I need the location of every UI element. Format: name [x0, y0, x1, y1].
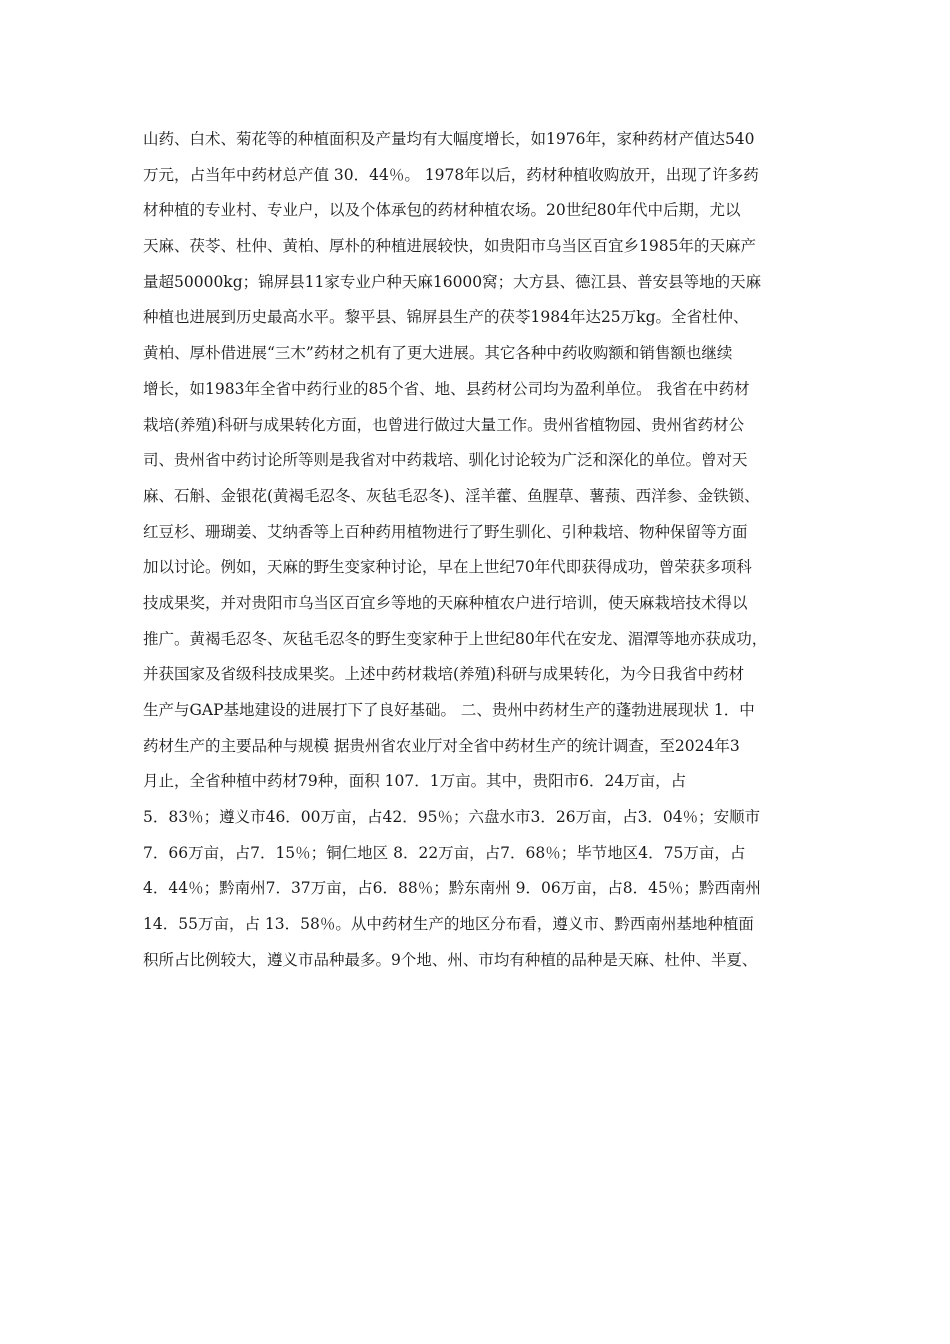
- text-line: 山药、白术、菊花等的种植面积及产量均有大幅度增长，如1976年，家种药材产值达540: [143, 130, 755, 148]
- text-line: 月止，全省种植中药材79种，面积 107．1万亩。其中，贵阳市6．24万亩，占: [143, 772, 687, 791]
- text-line: 红豆杉、珊瑚姜、艾纳香等上百种药用植物进行了野生驯化、引种栽培、物种保留等方面: [143, 522, 748, 541]
- text-line: 万元，占当年中药材总产值 30．44％。 1978年以后，药材种植收购放开，出现了许多药: [143, 165, 759, 184]
- text-line: 14．55万亩，占 13．58％。从中药材生产的地区分布看，遵义市、黔西南州基地种植面: [143, 915, 754, 934]
- text-line: 药材生产的主要品种与规模 据贵州省农业厅对全省中药材生产的统计调查，至2024年3: [143, 736, 740, 755]
- text-line: 栽培(养殖)科研与成果转化方面，也曾进行做过大量工作。贵州省植物园、贵州省药材公: [143, 415, 745, 434]
- text-line: 量超50000kg；锦屏县11家专业户种天麻16000窝；大方县、德江县、普安县等地的天麻: [143, 272, 762, 291]
- text-line: 种植也进展到历史最高水平。黎平县、锦屏县生产的茯苓1984年达25万kg。全省杜仲、: [143, 308, 749, 327]
- body-text: [143, 122, 833, 979]
- text-line: 推广。黄褐毛忍冬、灰毡毛忍冬的野生变家种于上世纪80年代在安龙、湄潭等地亦获成功，: [143, 629, 768, 648]
- text-line: 5．83％；遵义市46．00万亩，占42．95％；六盘水市3．26万亩，占3．04％；安顺市: [143, 808, 761, 827]
- text-line: 并获国家及省级科技成果奖。上述中药材栽培(养殖)科研与成果转化，为今日我省中药材: [143, 665, 745, 684]
- text-line: 加以讨论。例如，天麻的野生变家种讨论，早在上世纪70年代即获得成功，曾荣获多项科: [143, 558, 752, 577]
- text-line: 积所占比例较大，遵义市品种最多。9个地、州、市均有种植的品种是天麻、杜仲、半夏、: [143, 950, 758, 969]
- text-line: 增长，如1983年全省中药行业的85个省、地、县药材公司均为盈利单位。 我省在中药材: [143, 379, 750, 398]
- text-line: 黄柏、厚朴借进展“三木”药材之机有了更大进展。其它各种中药收购额和销售额也继续: [143, 344, 733, 363]
- text-line: 7．66万亩，占7．15％；铜仁地区 8．22万亩，占7．68％；毕节地区4．75万亩，占: [143, 843, 746, 862]
- text-line: 4．44％；黔南州7．37万亩，占6．88％；黔东南州 9．06万亩，占8．45％；黔西南州: [143, 879, 761, 898]
- text-line: 技成果奖，并对贵阳市乌当区百宜乡等地的天麻种植农户进行培训，使天麻栽培技术得以: [143, 593, 748, 612]
- text-line: 司、贵州省中药讨论所等则是我省对中药栽培、驯化讨论较为广泛和深化的单位。曾对天: [143, 451, 748, 470]
- text-line: 生产与GAP基地建设的进展打下了良好基础。 二、贵州中药材生产的蓬勃进展现状 1．中: [143, 701, 755, 719]
- text-line: 材种植的专业村、专业户，以及个体承包的药材种植农场。20世纪80年代中后期，尤以: [143, 201, 741, 220]
- text-line: 天麻、茯苓、杜仲、黄柏、厚朴的种植进展较快，如贵阳市乌当区百宜乡1985年的天麻产: [143, 237, 756, 256]
- text-line: 麻、石斛、金银花(黄褐毛忍冬、灰毡毛忍冬)、淫羊藿、鱼腥草、薯蓣、西洋参、金铁锁、: [143, 486, 760, 505]
